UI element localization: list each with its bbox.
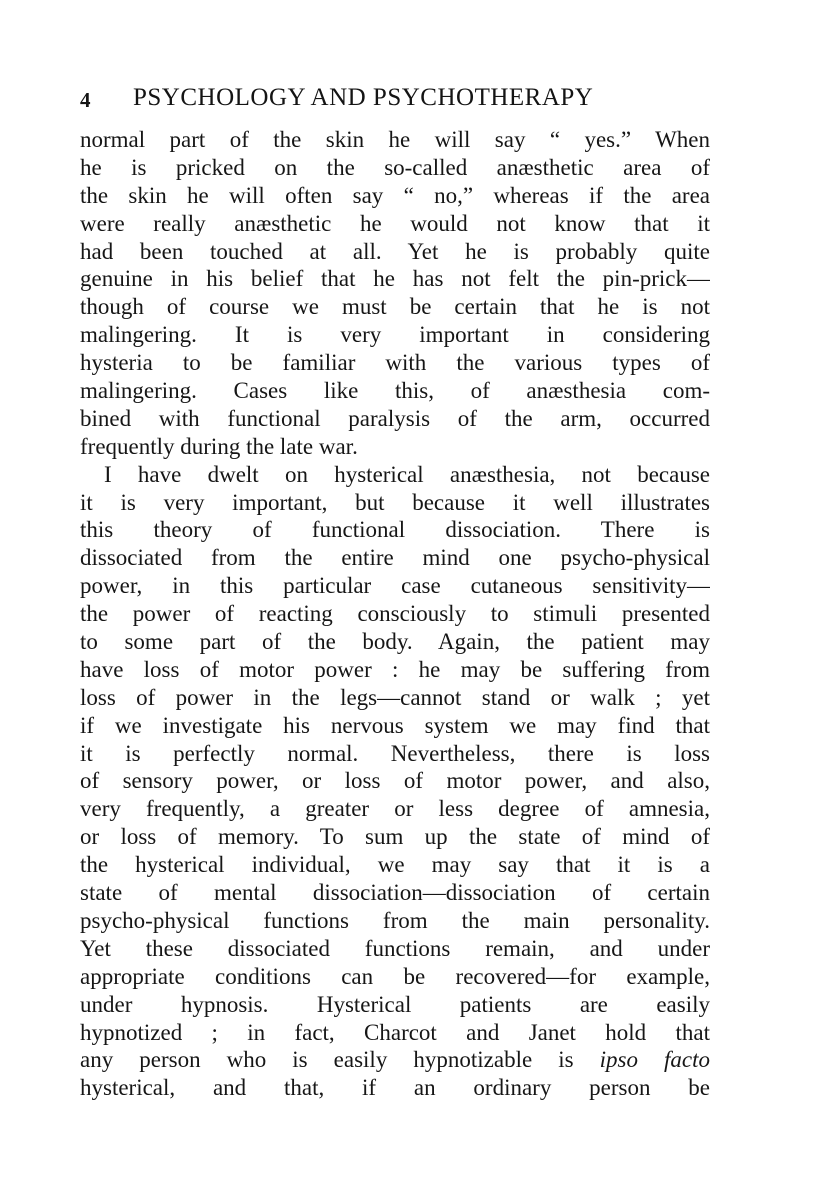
text-line: this theory of functional dissociation. There is [80, 517, 710, 543]
text-line: have loss of motor power : he may be suffering from [80, 656, 710, 682]
paragraph-start-line: I have dwelt on hysterical anæsthesia, not because [104, 461, 710, 487]
text-segment: any person who is easily hypnotizable is [80, 1047, 600, 1073]
text-line: hysterical, and that, if an ordinary person be [80, 1075, 710, 1101]
text-line: though of course we must be certain that he is not [80, 294, 710, 320]
text-line: if we investigate his nervous system we may find that [80, 712, 710, 738]
text-line: it is very important, but because it well illustrates [80, 489, 710, 515]
text-line: to some part of the body. Again, the patient may [80, 629, 710, 655]
text-line-with-italic [80, 1046, 710, 1074]
text-line: were really anæsthetic he would not know that it [80, 210, 710, 236]
text-line: psycho-physical functions from the main personality. [80, 907, 710, 933]
text-line: the hysterical individual, we may say that it is a [80, 852, 710, 878]
text-line: hypnotized ; in fact, Charcot and Janet hold that [80, 1019, 710, 1045]
text-line: of sensory power, or loss of motor power, and also, [80, 768, 710, 794]
body-text [80, 126, 710, 1102]
text-line: power, in this particular case cutaneous sensitivity— [80, 573, 710, 599]
text-line: dissociated from the entire mind one psycho-physical [80, 545, 710, 571]
paragraph-end-line: frequently during the late war. [80, 433, 358, 459]
text-line: the skin he will often say “ no,” whereas if the area [80, 182, 710, 208]
text-line: it is perfectly normal. Nevertheless, there is loss [80, 740, 710, 766]
text-line: genuine in his belief that he has not felt the pin-prick— [80, 266, 710, 292]
text-line: malingering. It is very important in considering [80, 322, 710, 348]
text-line: he is pricked on the so-called anæsthetic area of [80, 154, 710, 180]
text-line: malingering. Cases like this, of anæsthesia com- [80, 378, 710, 404]
text-line: Yet these dissociated functions remain, and under [80, 935, 710, 961]
page-header [80, 84, 710, 124]
text-line: appropriate conditions can be recovered—for example, [80, 963, 710, 989]
text-line: the power of reacting consciously to stimuli presented [80, 601, 710, 627]
italic-phrase: ipso facto [599, 1047, 710, 1073]
page-number: 4 [80, 88, 91, 112]
text-line: hysteria to be familiar with the various types of [80, 350, 710, 376]
text-line: under hypnosis. Hysterical patients are easily [80, 991, 710, 1017]
text-line: very frequently, a greater or less degree of amnesia, [80, 796, 710, 822]
text-line: had been touched at all. Yet he is probably quite [80, 238, 710, 264]
running-head: PSYCHOLOGY AND PSYCHOTHERAPY [133, 84, 594, 111]
text-line: normal part of the skin he will say “ yes.” When [80, 127, 710, 152]
text-line: state of mental dissociation—dissociation of certain [80, 880, 710, 906]
text-line: bined with functional paralysis of the arm, occurred [80, 405, 710, 431]
text-line: or loss of memory. To sum up the state of mind of [80, 824, 710, 850]
text-line: loss of power in the legs—cannot stand or walk ; yet [80, 684, 710, 710]
